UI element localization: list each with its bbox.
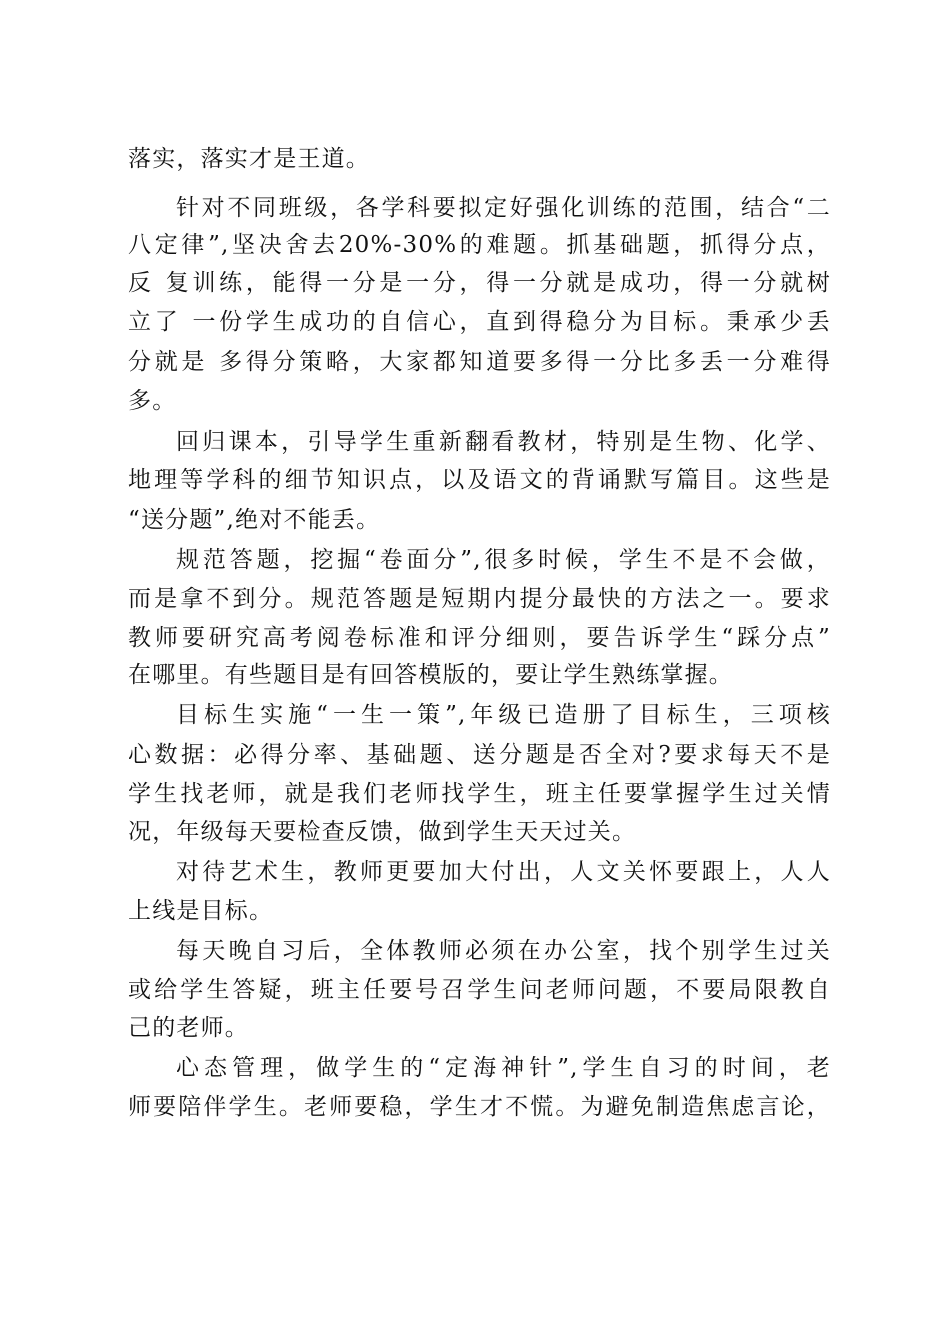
- text-line: 对待艺术生，教师更要加大付出，人文关怀要跟上，人人: [176, 859, 831, 885]
- text-line: 在哪里。有些题目是有回答模版的，要让学生熟练掌握。: [128, 662, 733, 688]
- text-line: 分就是 多得分策略，大家都知道要多得一分比多丢一分难得: [128, 349, 831, 375]
- text-line: 学生找老师，就是我们老师找学生，班主任要掌握学生过关情: [128, 781, 831, 807]
- text-line: 心数据：必得分率、基础题、送分题是否全对?要求每天不是: [128, 742, 831, 768]
- text-line: 心态管理，做学生的“定海神针”,学生自习的时间，老: [176, 1055, 831, 1081]
- text-line: 规范答题，挖掘“卷面分”,很多时候，学生不是不会做，: [176, 547, 831, 573]
- text-line: 地理等学科的细节知识点，以及语文的背诵默写篇目。这些是: [128, 467, 831, 493]
- text-line: 落实，落实才是王道。: [128, 146, 370, 172]
- text-line: 多。: [128, 388, 177, 414]
- text-line: 针对不同班级，各学科要拟定好强化训练的范围，结合“二: [176, 195, 831, 221]
- text-line: 师要陪伴学生。老师要稳，学生才不慌。为避免制造焦虑言论，: [128, 1094, 831, 1120]
- text-line: 或给学生答疑，班主任要号召学生问老师问题，不要局限教自: [128, 977, 831, 1003]
- text-line: 八定律”,坚决舍去20%-30%的难题。抓基础题，抓得分点，: [128, 232, 831, 258]
- text-line: 己的老师。: [128, 1015, 249, 1041]
- text-line: 上线是目标。: [128, 898, 274, 924]
- text-line: 回归课本，引导学生重新翻看教材，特别是生物、化学、: [176, 429, 831, 455]
- text-line: 立了 一份学生成功的自信心，直到得稳分为目标。秉承少丢: [128, 309, 831, 335]
- text-line: 目标生实施“一生一策”,年级已造册了目标生，三项核: [176, 702, 831, 728]
- text-line: 每天晚自习后，全体教师必须在办公室，找个别学生过关: [176, 938, 831, 964]
- text-line: “送分题”,绝对不能丢。: [128, 507, 381, 533]
- text-line: 反 复训练，能得一分是一分，得一分就是成功，得一分就树: [128, 270, 831, 296]
- text-line: 教师要研究高考阅卷标准和评分细则，要告诉学生“踩分点”: [128, 625, 831, 651]
- text-line: 而是拿不到分。规范答题是短期内提分最快的方法之一。要求: [128, 586, 831, 612]
- text-line: 况，年级每天要检查反馈，做到学生天天过关。: [128, 819, 637, 845]
